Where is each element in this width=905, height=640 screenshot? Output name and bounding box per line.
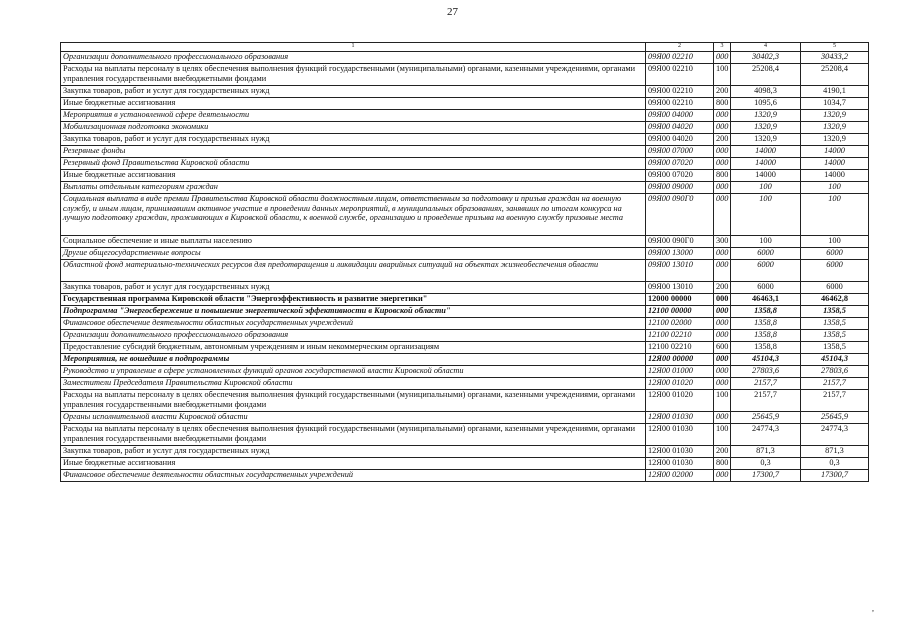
table-row xyxy=(61,170,869,182)
amount-year-2: 14000 xyxy=(801,146,869,158)
amount-year-2: 100 xyxy=(801,236,869,248)
expense-type: 000 xyxy=(714,470,731,482)
amount-year-2: 1034,7 xyxy=(801,98,869,110)
amount-year-1: 1320,9 xyxy=(731,122,801,134)
table-row xyxy=(61,110,869,122)
row-name: Мобилизационная подготовка экономики xyxy=(61,122,646,134)
amount-year-2: 1320,9 xyxy=(801,134,869,146)
target-code: 09Я00 02210 xyxy=(646,64,714,86)
amount-year-2: 27803,6 xyxy=(801,366,869,378)
amount-year-2: 1320,9 xyxy=(801,122,869,134)
table-row xyxy=(61,354,869,366)
row-name: Мероприятия в установленной сфере деятельности xyxy=(61,110,646,122)
row-name: Предоставление субсидий бюджетным, автономным учреждениям и иным некоммерческим организациям xyxy=(61,342,646,354)
target-code: 12000 00000 xyxy=(646,294,714,306)
column-header: 1 xyxy=(61,43,646,52)
table-row xyxy=(61,390,869,412)
expense-type: 000 xyxy=(714,110,731,122)
amount-year-1: 100 xyxy=(731,236,801,248)
target-code: 09Я00 02210 xyxy=(646,86,714,98)
amount-year-2: 1358,5 xyxy=(801,318,869,330)
expense-type: 000 xyxy=(714,122,731,134)
table-row xyxy=(61,424,869,446)
expense-type: 000 xyxy=(714,248,731,260)
table-row xyxy=(61,146,869,158)
target-code: 09Я00 07020 xyxy=(646,158,714,170)
amount-year-1: 2157,7 xyxy=(731,378,801,390)
target-code: 09Я00 02210 xyxy=(646,52,714,64)
row-name: Финансовое обеспечение деятельности областных государственных учреждений xyxy=(61,318,646,330)
amount-year-2: 17300,7 xyxy=(801,470,869,482)
table-row xyxy=(61,98,869,110)
target-code: 12Я00 01000 xyxy=(646,366,714,378)
row-name: Иные бюджетные ассигнования xyxy=(61,458,646,470)
table-header-row xyxy=(61,43,869,52)
table-row xyxy=(61,306,869,318)
expense-type: 200 xyxy=(714,282,731,294)
row-name: Социальное обеспечение и иные выплаты населению xyxy=(61,236,646,248)
column-header: 5 xyxy=(801,43,869,52)
amount-year-1: 24774,3 xyxy=(731,424,801,446)
amount-year-1: 1095,6 xyxy=(731,98,801,110)
amount-year-2: 0,3 xyxy=(801,458,869,470)
expense-type: 000 xyxy=(714,194,731,236)
target-code: 12Я00 01030 xyxy=(646,424,714,446)
target-code: 12Я00 02000 xyxy=(646,470,714,482)
row-name: Областной фонд материально-технических ресурсов для предотвращения и ликвидации аварийных ситуаций на объектах жизнеобеспечения области xyxy=(61,260,646,282)
row-name: Резервный фонд Правительства Кировской области xyxy=(61,158,646,170)
row-name: Государственная программа Кировской области "Энергоэффективность и развитие энергетики" xyxy=(61,294,646,306)
row-name: Иные бюджетные ассигнования xyxy=(61,98,646,110)
row-name: Закупка товаров, работ и услуг для государственных нужд xyxy=(61,446,646,458)
table-row xyxy=(61,236,869,248)
target-code: 12Я00 01020 xyxy=(646,378,714,390)
row-name: Социальная выплата в виде премии Правительства Кировской области должностным лицам, ответственным за подготовку и призыв граждан на военную службу, и иным лицам, принимавшим активное участие в проведении данных мероприятий, в муниципальных образованиях, занявших по итогам конкурса на лучшую подготовку граждан, проживающих в Кировской области, к военной службе, организацию и проведение призыва на военную службу призовые места xyxy=(61,194,646,236)
row-name: Закупка товаров, работ и услуг для государственных нужд xyxy=(61,86,646,98)
expense-type: 000 xyxy=(714,412,731,424)
row-name: Подпрограмма "Энергосбережение и повышение энергетической эффективности в Кировской области" xyxy=(61,306,646,318)
table-row xyxy=(61,158,869,170)
table-row xyxy=(61,182,869,194)
expense-type: 300 xyxy=(714,236,731,248)
target-code: 12100 00000 xyxy=(646,306,714,318)
target-code: 09Я00 04020 xyxy=(646,134,714,146)
amount-year-2: 871,3 xyxy=(801,446,869,458)
expense-type: 000 xyxy=(714,306,731,318)
expense-type: 200 xyxy=(714,134,731,146)
row-name: Финансовое обеспечение деятельности областных государственных учреждений xyxy=(61,470,646,482)
table-row xyxy=(61,260,869,282)
table-row xyxy=(61,412,869,424)
expense-type: 000 xyxy=(714,182,731,194)
expense-type: 000 xyxy=(714,378,731,390)
amount-year-1: 30402,3 xyxy=(731,52,801,64)
amount-year-2: 25645,9 xyxy=(801,412,869,424)
expense-type: 000 xyxy=(714,318,731,330)
target-code: 12Я00 01030 xyxy=(646,412,714,424)
amount-year-1: 14000 xyxy=(731,146,801,158)
amount-year-2: 6000 xyxy=(801,260,869,282)
amount-year-1: 2157,7 xyxy=(731,390,801,412)
amount-year-1: 100 xyxy=(731,194,801,236)
amount-year-1: 6000 xyxy=(731,260,801,282)
expense-type: 000 xyxy=(714,146,731,158)
amount-year-2: 24774,3 xyxy=(801,424,869,446)
amount-year-2: 2157,7 xyxy=(801,378,869,390)
table-row xyxy=(61,282,869,294)
expense-type: 000 xyxy=(714,294,731,306)
target-code: 12Я00 01030 xyxy=(646,458,714,470)
amount-year-2: 25208,4 xyxy=(801,64,869,86)
amount-year-1: 1358,8 xyxy=(731,330,801,342)
row-name: Мероприятия, не вошедшие в подпрограммы xyxy=(61,354,646,366)
table-row xyxy=(61,134,869,146)
amount-year-2: 4190,1 xyxy=(801,86,869,98)
amount-year-1: 27803,6 xyxy=(731,366,801,378)
amount-year-2: 2157,7 xyxy=(801,390,869,412)
table-row xyxy=(61,294,869,306)
amount-year-1: 871,3 xyxy=(731,446,801,458)
column-header: 4 xyxy=(731,43,801,52)
target-code: 12Я00 01020 xyxy=(646,390,714,412)
amount-year-2: 1320,9 xyxy=(801,110,869,122)
amount-year-1: 14000 xyxy=(731,170,801,182)
amount-year-2: 14000 xyxy=(801,158,869,170)
expense-type: 000 xyxy=(714,330,731,342)
expense-type: 000 xyxy=(714,354,731,366)
amount-year-2: 1358,5 xyxy=(801,306,869,318)
amount-year-1: 0,3 xyxy=(731,458,801,470)
amount-year-2: 45104,3 xyxy=(801,354,869,366)
expense-type: 000 xyxy=(714,158,731,170)
target-code: 09Я00 04000 xyxy=(646,110,714,122)
target-code: 12100 02210 xyxy=(646,330,714,342)
target-code: 09Я00 07020 xyxy=(646,170,714,182)
amount-year-1: 1358,8 xyxy=(731,306,801,318)
amount-year-2: 1358,5 xyxy=(801,330,869,342)
target-code: 09Я00 13010 xyxy=(646,260,714,282)
target-code: 09Я00 02210 xyxy=(646,98,714,110)
table-row xyxy=(61,52,869,64)
column-header: 3 xyxy=(714,43,731,52)
table-row xyxy=(61,458,869,470)
expense-type: 000 xyxy=(714,366,731,378)
target-code: 12100 02000 xyxy=(646,318,714,330)
target-code: 12100 02210 xyxy=(646,342,714,354)
expense-type: 100 xyxy=(714,424,731,446)
amount-year-2: 30433,2 xyxy=(801,52,869,64)
table-row xyxy=(61,318,869,330)
amount-year-1: 17300,7 xyxy=(731,470,801,482)
row-name: Заместители Председателя Правительства Кировской области xyxy=(61,378,646,390)
expense-type: 000 xyxy=(714,260,731,282)
target-code: 09Я00 09000 xyxy=(646,182,714,194)
table-row xyxy=(61,342,869,354)
amount-year-2: 46462,8 xyxy=(801,294,869,306)
row-name: Руководство и управление в сфере установленных функций органов государственной власти Кировской области xyxy=(61,366,646,378)
expense-type: 800 xyxy=(714,98,731,110)
amount-year-1: 45104,3 xyxy=(731,354,801,366)
expense-type: 800 xyxy=(714,170,731,182)
amount-year-2: 6000 xyxy=(801,248,869,260)
target-code: 09Я00 090Г0 xyxy=(646,194,714,236)
amount-year-1: 25645,9 xyxy=(731,412,801,424)
amount-year-2: 100 xyxy=(801,182,869,194)
amount-year-2: 1358,5 xyxy=(801,342,869,354)
expense-type: 100 xyxy=(714,390,731,412)
expense-type: 800 xyxy=(714,458,731,470)
table-row xyxy=(61,122,869,134)
table-row xyxy=(61,366,869,378)
table-row xyxy=(61,64,869,86)
expense-type: 200 xyxy=(714,86,731,98)
target-code: 12Я00 01030 xyxy=(646,446,714,458)
amount-year-1: 1358,8 xyxy=(731,318,801,330)
amount-year-1: 1358,8 xyxy=(731,342,801,354)
amount-year-1: 6000 xyxy=(731,248,801,260)
expense-type: 600 xyxy=(714,342,731,354)
table-row xyxy=(61,378,869,390)
row-name: Выплаты отдельным категориям граждан xyxy=(61,182,646,194)
row-name: Расходы на выплаты персоналу в целях обеспечения выполнения функций государственными (муниципальными) органами, казенными учреждениями, органами управления государственными внебюджетными фондами xyxy=(61,424,646,446)
amount-year-1: 46463,1 xyxy=(731,294,801,306)
amount-year-2: 14000 xyxy=(801,170,869,182)
amount-year-1: 6000 xyxy=(731,282,801,294)
row-name: Расходы на выплаты персоналу в целях обеспечения выполнения функций государственными (муниципальными) органами, казенными учреждениями, органами управления государственными внебюджетными фондами xyxy=(61,390,646,412)
row-name: Резервные фонды xyxy=(61,146,646,158)
amount-year-2: 6000 xyxy=(801,282,869,294)
row-name: Организации дополнительного профессионального образования xyxy=(61,52,646,64)
target-code: 12Я00 00000 xyxy=(646,354,714,366)
amount-year-1: 14000 xyxy=(731,158,801,170)
amount-year-1: 25208,4 xyxy=(731,64,801,86)
amount-year-1: 1320,9 xyxy=(731,110,801,122)
amount-year-2: 100 xyxy=(801,194,869,236)
target-code: 09Я00 13010 xyxy=(646,282,714,294)
target-code: 09Я00 04020 xyxy=(646,122,714,134)
row-name: Иные бюджетные ассигнования xyxy=(61,170,646,182)
page-number: 27 xyxy=(447,6,458,18)
table-row xyxy=(61,470,869,482)
budget-table xyxy=(60,42,869,482)
target-code: 09Я00 090Г0 xyxy=(646,236,714,248)
expense-type: 200 xyxy=(714,446,731,458)
amount-year-1: 4098,3 xyxy=(731,86,801,98)
table-row xyxy=(61,194,869,236)
table-row xyxy=(61,446,869,458)
amount-year-1: 1320,9 xyxy=(731,134,801,146)
expense-type: 100 xyxy=(714,64,731,86)
row-name: Расходы на выплаты персоналу в целях обеспечения выполнения функций государственными (муниципальными) органами, казенными учреждениями, органами управления государственными внебюджетными фондами xyxy=(61,64,646,86)
amount-year-1: 100 xyxy=(731,182,801,194)
target-code: 09Я00 13000 xyxy=(646,248,714,260)
row-name: Организации дополнительного профессионального образования xyxy=(61,330,646,342)
table-row xyxy=(61,248,869,260)
column-header: 2 xyxy=(646,43,714,52)
row-name: Органы исполнительной власти Кировской области xyxy=(61,412,646,424)
row-name: Другие общегосударственные вопросы xyxy=(61,248,646,260)
target-code: 09Я00 07000 xyxy=(646,146,714,158)
row-name: Закупка товаров, работ и услуг для государственных нужд xyxy=(61,282,646,294)
expense-type: 000 xyxy=(714,52,731,64)
table-row xyxy=(61,330,869,342)
footer-mark: , xyxy=(872,604,874,613)
table-row xyxy=(61,86,869,98)
row-name: Закупка товаров, работ и услуг для государственных нужд xyxy=(61,134,646,146)
